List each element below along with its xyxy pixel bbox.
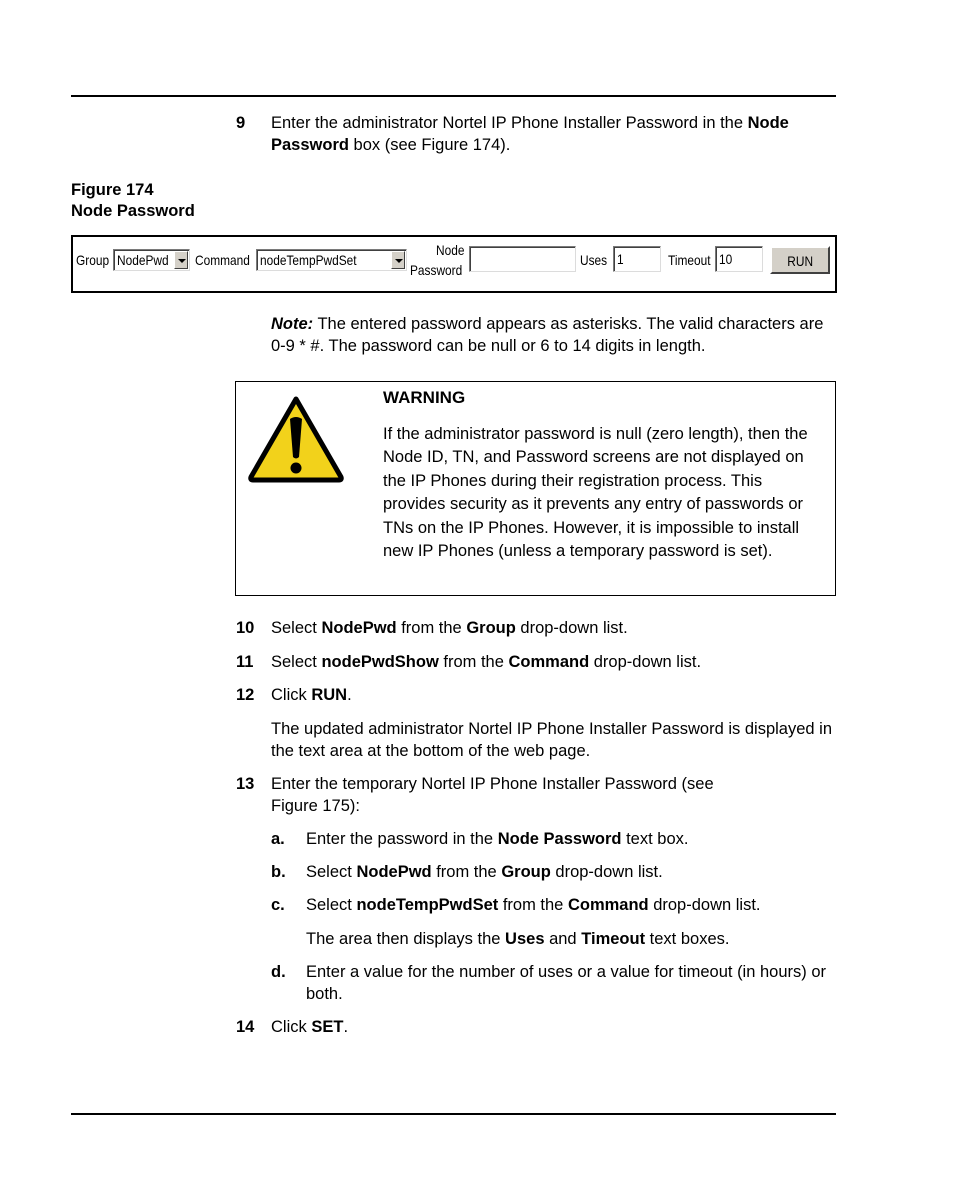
top-rule [71,95,836,97]
figure-label: Figure 174 [71,181,154,199]
note-text: The entered password appears as asterisks. The valid characters are 0-9 * #. The password can be null or 6 to 14 digits in length. [271,315,824,355]
timeout-label: Timeout [668,252,711,268]
group-label: Group [76,252,110,268]
uses-input-value: 1 [617,251,624,267]
bottom-rule [71,1113,836,1115]
run-button[interactable]: RUN [770,246,830,274]
step-12-result: The updated administrator Nortel IP Phone Installer Password is displayed in the text area at the bottom of the web page. [271,720,832,760]
uses-label: Uses [580,252,608,268]
command-select-value: nodeTempPwdSet [260,252,357,268]
node-password-label-line1: Node [436,242,465,258]
command-label: Command [195,252,250,268]
node-password-form [71,235,837,293]
warning-triangle-icon [247,395,345,483]
step-13c-result: The area then displays the Uses and Timeout text boxes. [306,930,730,948]
node-password-label-line2: Password [410,262,463,278]
timeout-input[interactable] [715,246,763,272]
note [271,313,836,357]
figure-title: Node Password [71,202,195,220]
command-select[interactable] [256,249,407,271]
group-select-value: NodePwd [117,252,169,268]
warning-title: WARNING [383,388,466,407]
uses-input[interactable] [613,246,661,272]
group-select[interactable] [113,249,190,271]
warning-box [235,381,836,596]
chevron-down-icon[interactable] [391,251,405,269]
node-password-input[interactable] [469,246,576,272]
timeout-input-value: 10 [719,251,733,267]
note-label: Note: [271,315,314,333]
chevron-down-icon[interactable] [174,251,188,269]
warning-text: If the administrator password is null (zero length), then the Node ID, TN, and Password screens are not displayed on the IP Phones during their registration process. This provides security as it prevents any entry of passwords or TNs on the IP Phones. However, it is impossible to install new IP Phones (unless a temporary password is set). [383,425,808,561]
figure-caption [71,180,195,222]
